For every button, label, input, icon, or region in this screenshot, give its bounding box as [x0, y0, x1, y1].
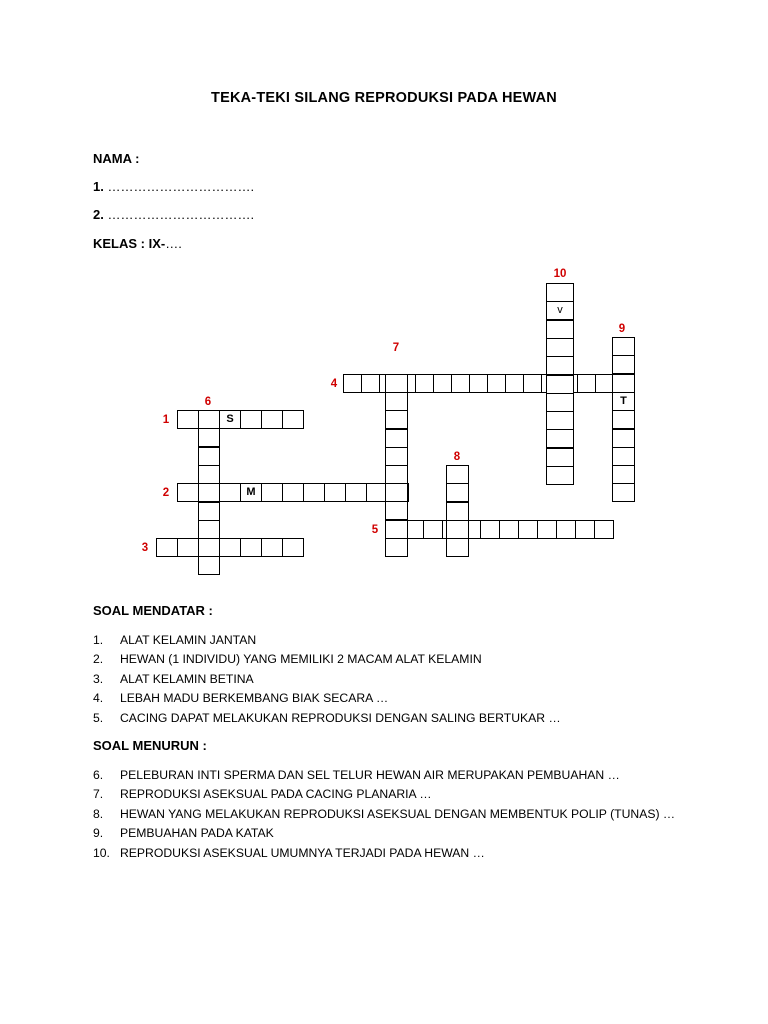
- menurun-clue-3: [93, 805, 693, 824]
- menurun-clue-text: REPRODUKSI ASEKSUAL UMUMNYA TERJADI PADA HEWAN …: [120, 845, 485, 860]
- mendatar-clue-number: 3.: [93, 671, 104, 686]
- across-5-cell[interactable]: [537, 520, 557, 539]
- across-4-cell[interactable]: [433, 374, 452, 393]
- across-3-cell[interactable]: [282, 538, 304, 557]
- mendatar-clue-list: [93, 631, 693, 728]
- down-9-cell[interactable]: T: [612, 392, 635, 411]
- across-4-cell[interactable]: [577, 374, 596, 393]
- across-5-cell[interactable]: [480, 520, 500, 539]
- kelas-label: KELAS : IX-: [93, 236, 166, 251]
- mendatar-clue-number: 4.: [93, 691, 104, 706]
- down-10-cell[interactable]: [546, 429, 574, 448]
- menurun-clue-number: 10.: [93, 845, 110, 860]
- clue-number-3: 3: [141, 542, 149, 554]
- down-6-cell[interactable]: [198, 538, 220, 557]
- down-9-cell[interactable]: [612, 447, 635, 466]
- clue-number-7: 7: [392, 342, 400, 354]
- down-6-cell[interactable]: [198, 556, 220, 575]
- across-3-cell[interactable]: [177, 538, 199, 557]
- down-10-cell[interactable]: [546, 338, 574, 357]
- across-4-cell[interactable]: [415, 374, 434, 393]
- menurun-clue-number: 8.: [93, 806, 104, 821]
- across-1-cell[interactable]: [177, 410, 199, 429]
- down-7-cell[interactable]: [385, 465, 408, 484]
- down-7-cell[interactable]: [385, 520, 408, 539]
- mendatar-clue-text: ALAT KELAMIN BETINA: [120, 671, 254, 686]
- mendatar-clue-number: 1.: [93, 633, 104, 647]
- clue-number-9: 9: [618, 323, 626, 335]
- down-7-cell[interactable]: [385, 410, 408, 429]
- down-6-cell[interactable]: [198, 465, 220, 484]
- nama-label: NAMA :: [93, 151, 140, 166]
- mendatar-clue-text: LEBAH MADU BERKEMBANG BIAK SECARA …: [120, 691, 389, 706]
- menurun-clue-4: [93, 824, 693, 843]
- member-2-label: 2.: [93, 207, 104, 222]
- mendatar-heading: SOAL MENDATAR :: [93, 603, 213, 618]
- mendatar-clue-number: 2.: [93, 652, 104, 667]
- menurun-clue-text: PEMBUAHAN PADA KATAK: [120, 826, 274, 841]
- across-2-cell[interactable]: [324, 483, 346, 502]
- down-10-cell[interactable]: v: [546, 301, 574, 320]
- down-7-cell[interactable]: [385, 374, 408, 393]
- down-7-cell[interactable]: [385, 392, 408, 411]
- across-2-cell[interactable]: M: [240, 483, 262, 502]
- across-1-cell[interactable]: [240, 410, 262, 429]
- mendatar-clue-2: [93, 650, 693, 669]
- clue-number-10: 10: [553, 268, 567, 280]
- across-3-cell[interactable]: [219, 538, 241, 557]
- down-10-cell[interactable]: [546, 320, 574, 339]
- menurun-clue-text: REPRODUKSI ASEKSUAL PADA CACING PLANARIA …: [120, 787, 432, 802]
- across-1-cell[interactable]: [261, 410, 283, 429]
- down-6-cell[interactable]: [198, 447, 220, 466]
- clue-number-6: 6: [204, 396, 212, 408]
- down-9-cell[interactable]: [612, 337, 635, 356]
- across-2-cell[interactable]: [177, 483, 199, 502]
- down-8-cell[interactable]: [446, 465, 469, 484]
- down-10-cell[interactable]: [546, 356, 574, 375]
- down-6-cell[interactable]: [198, 428, 220, 447]
- member-2-blank[interactable]: …………………………….: [107, 207, 255, 222]
- down-10-cell[interactable]: [546, 283, 574, 302]
- mendatar-clue-number: 5.: [93, 710, 104, 725]
- clue-number-8: 8: [453, 451, 461, 463]
- mendatar-clue-text: CACING DAPAT MELAKUKAN REPRODUKSI DENGAN SALING BERTUKAR …: [120, 710, 561, 725]
- menurun-clue-1: [93, 766, 693, 785]
- menurun-clue-2: [93, 785, 693, 804]
- across-2-cell[interactable]: [261, 483, 283, 502]
- across-2-cell[interactable]: [219, 483, 241, 502]
- down-9-cell[interactable]: [612, 374, 635, 393]
- page-title: TEKA-TEKI SILANG REPRODUKSI PADA HEWAN: [211, 90, 557, 106]
- menurun-heading: SOAL MENURUN :: [93, 738, 207, 753]
- down-7-cell[interactable]: [385, 501, 408, 520]
- down-7-cell[interactable]: [385, 429, 408, 448]
- mendatar-clue-text: HEWAN (1 INDIVIDU) YANG MEMILIKI 2 MACAM ALAT KELAMIN: [120, 652, 482, 667]
- across-2-cell[interactable]: [303, 483, 325, 502]
- down-8-cell[interactable]: [446, 538, 469, 557]
- down-6-cell[interactable]: [198, 520, 220, 539]
- across-5-cell[interactable]: [423, 520, 443, 539]
- across-5-cell[interactable]: [499, 520, 519, 539]
- across-2-cell[interactable]: [282, 483, 304, 502]
- across-4-cell[interactable]: [361, 374, 380, 393]
- clue-number-2: 2: [162, 487, 170, 499]
- menurun-clue-number: 6.: [93, 768, 104, 782]
- across-1-cell[interactable]: [282, 410, 304, 429]
- across-4-cell[interactable]: [487, 374, 506, 393]
- across-3-cell[interactable]: [240, 538, 262, 557]
- across-4-cell[interactable]: [469, 374, 488, 393]
- down-10-cell[interactable]: [546, 448, 574, 467]
- down-8-cell[interactable]: [446, 483, 469, 502]
- across-3-cell[interactable]: [261, 538, 283, 557]
- across-4-cell[interactable]: [505, 374, 524, 393]
- down-7-cell[interactable]: [385, 483, 408, 502]
- across-5-cell[interactable]: [518, 520, 538, 539]
- clue-number-5: 5: [371, 524, 379, 536]
- across-5-cell[interactable]: [556, 520, 576, 539]
- across-4-cell[interactable]: [523, 374, 542, 393]
- mendatar-clue-4: [93, 689, 693, 708]
- down-6-cell[interactable]: [198, 502, 220, 521]
- clue-number-4: 4: [330, 378, 338, 390]
- mendatar-clue-3: [93, 670, 693, 689]
- member-1-label: 1.: [93, 179, 104, 194]
- member-1-blank[interactable]: …………………………….: [107, 179, 255, 194]
- across-5-cell[interactable]: [594, 520, 614, 539]
- down-10-cell[interactable]: [546, 466, 574, 485]
- across-5-cell[interactable]: [575, 520, 595, 539]
- down-10-cell[interactable]: [546, 375, 574, 394]
- across-3-cell[interactable]: [156, 538, 178, 557]
- across-1-cell[interactable]: S: [219, 410, 241, 429]
- down-9-cell[interactable]: [612, 355, 635, 374]
- down-9-cell[interactable]: [612, 410, 635, 429]
- kelas-blank[interactable]: ….: [165, 236, 182, 251]
- down-9-cell[interactable]: [612, 465, 635, 484]
- down-7-cell[interactable]: [385, 447, 408, 466]
- down-8-cell[interactable]: [446, 520, 469, 539]
- menurun-clue-text: HEWAN YANG MELAKUKAN REPRODUKSI ASEKSUAL DENGAN MEMBENTUK POLIP (TUNAS) …: [120, 806, 676, 821]
- clue-number-1: 1: [162, 414, 170, 426]
- down-10-cell[interactable]: [546, 411, 574, 430]
- down-8-cell[interactable]: [446, 502, 469, 521]
- mendatar-clue-1: [93, 631, 693, 650]
- across-1-cell[interactable]: [198, 410, 220, 429]
- down-9-cell[interactable]: [612, 483, 635, 502]
- menurun-clue-number: 7.: [93, 787, 104, 802]
- down-6-cell[interactable]: [198, 483, 220, 502]
- across-4-cell[interactable]: [451, 374, 470, 393]
- down-10-cell[interactable]: [546, 393, 574, 412]
- menurun-clue-number: 9.: [93, 826, 104, 841]
- menurun-clue-5: [93, 844, 693, 863]
- mendatar-clue-5: [93, 709, 693, 728]
- across-2-cell[interactable]: [345, 483, 367, 502]
- down-9-cell[interactable]: [612, 429, 635, 448]
- menurun-clue-text: PELEBURAN INTI SPERMA DAN SEL TELUR HEWAN AIR MERUPAKAN PEMBUAHAN …: [120, 768, 620, 782]
- menurun-clue-list: [93, 766, 693, 863]
- down-7-cell[interactable]: [385, 538, 408, 557]
- mendatar-clue-text: ALAT KELAMIN JANTAN: [120, 633, 257, 647]
